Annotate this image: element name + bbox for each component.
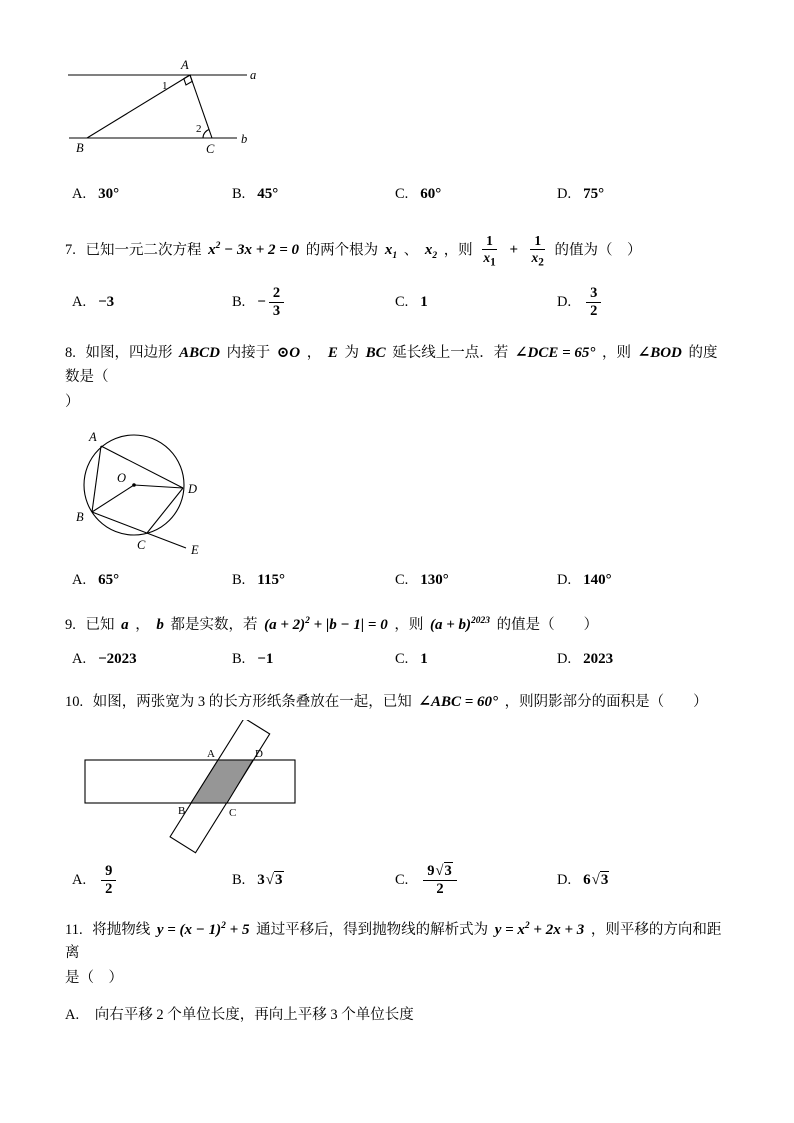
q8-option-d: [557, 572, 730, 589]
math-a: a: [121, 617, 129, 634]
question-number: 11.: [65, 921, 83, 938]
question-9: [65, 613, 730, 637]
point-label-E: E: [191, 543, 199, 558]
question-11-wrap-line: [65, 967, 730, 990]
vertex-label-B: B: [76, 510, 84, 525]
q10-option-a: [72, 863, 232, 897]
vertex-label-C: C: [137, 538, 146, 553]
question-text: 是（ ）: [65, 970, 123, 987]
option-text: 向右平移 2 个单位长度，再向上平移 3 个单位长度: [94, 1007, 414, 1024]
question-text: ，则: [602, 345, 632, 362]
option-key: D.: [557, 572, 572, 589]
option-value: 140°: [583, 572, 612, 589]
angle-2-arc: [203, 130, 209, 139]
option-key: B.: [232, 572, 246, 589]
option-key: C.: [395, 871, 409, 888]
angle-label-2: 2: [196, 123, 202, 135]
option-key: C.: [395, 186, 409, 202]
question-text: 都是实数，若: [170, 617, 258, 634]
question-text: 的值为（ ）: [554, 242, 642, 259]
question-text: ，则: [394, 617, 424, 634]
q6-option-d: [557, 186, 730, 203]
math-angle-BOD: ∠BOD: [637, 345, 682, 362]
option-value: 3 √ 3: [257, 871, 283, 889]
q7-option-a: [72, 294, 232, 311]
line-label-b: b: [241, 132, 248, 146]
q7-options-row: [72, 285, 730, 319]
separator: 、: [403, 242, 419, 259]
option-value: 130°: [420, 572, 449, 589]
question-text: ，则: [443, 242, 473, 259]
option-value: [98, 863, 119, 897]
fraction-9-over-2: $\frac{9}{2}$: [101, 863, 116, 897]
fraction-2-over-3: $\frac{2}{3}$: [269, 285, 284, 319]
q6-option-c: [395, 186, 557, 203]
chord-AD: [101, 446, 183, 488]
figure-q8-inscribed-quadrilateral: [71, 422, 231, 558]
q6-options-row: [72, 186, 730, 203]
question-8: [65, 341, 730, 388]
math-equation: $(a + 2)^2 + |b - 1| = 0$: [264, 616, 388, 634]
option-key: A.: [65, 1007, 80, 1024]
option-key: A.: [72, 293, 87, 310]
option-key: B.: [232, 871, 246, 888]
q9-option-d: [557, 651, 730, 668]
q10-option-d: [557, 871, 730, 889]
question-7: [65, 233, 730, 269]
option-key: B.: [232, 186, 246, 202]
option-key: A.: [72, 572, 87, 589]
q7-option-d: [557, 285, 730, 319]
q8-options-row: [72, 572, 730, 589]
option-value: −3: [98, 293, 115, 310]
option-key: C.: [395, 293, 409, 310]
question-text: ，: [135, 617, 150, 634]
shaded-parallelogram: [191, 760, 253, 803]
math-ABCD: ABCD: [179, 345, 220, 362]
q9-options-row: [72, 651, 730, 668]
math-x2: $x_2$: [424, 242, 438, 262]
option-value: [583, 285, 604, 319]
math-angle-DCE: ∠DCE = 65°: [514, 345, 596, 362]
vertex-label-A: A: [207, 748, 215, 761]
option-key: D.: [557, 186, 572, 202]
sqrt-3: √ 3: [435, 863, 452, 880]
fraction-3-over-2: $\frac{3}{2}$: [586, 285, 601, 319]
math-fraction-1-over-x2: $\frac{1}{x_2}$: [531, 233, 544, 269]
vertex-label-B: B: [178, 805, 186, 818]
question-text: 的度数是（: [65, 345, 718, 385]
question-text: 的两个根为: [305, 242, 379, 259]
q7-option-b: [232, 285, 395, 319]
question-text: 内接于: [226, 345, 271, 362]
option-value: 75°: [583, 186, 605, 202]
q10-option-c: [395, 862, 557, 897]
question-8-wrap-line: [65, 391, 730, 414]
question-number: 7.: [65, 242, 76, 259]
math-plus: +: [509, 242, 518, 259]
option-key: D.: [557, 871, 572, 888]
figure-q6-parallel-lines: [65, 58, 260, 158]
q10-options-row: [72, 862, 730, 897]
q10-option-b: [232, 871, 395, 889]
question-text: 延长线上一点．若: [392, 345, 509, 362]
option-key: C.: [395, 651, 409, 668]
fraction-9sqrt3-over-2: 9 √ 3 2: [423, 862, 456, 897]
angle-label-1: 1: [162, 80, 168, 92]
vertex-label-C: C: [206, 142, 215, 156]
option-key: C.: [395, 572, 409, 589]
q9-option-a: [72, 651, 232, 668]
option-value: 6 √ 3: [583, 871, 609, 889]
horizontal-strip: [85, 760, 295, 803]
vertex-label-D: D: [255, 748, 263, 761]
option-value: 65°: [98, 572, 120, 589]
radius-OD: [134, 485, 183, 488]
q11-option-a: [65, 1004, 730, 1027]
vertex-label-C: C: [229, 807, 237, 820]
option-value: −2023: [98, 651, 137, 668]
q9-option-b: [232, 651, 395, 668]
math-circle-O: ⊙O: [276, 345, 301, 362]
q8-option-a: [72, 572, 232, 589]
q8-option-c: [395, 572, 557, 589]
question-text: 通过平移后，得到抛物线的解析式为: [256, 921, 489, 938]
option-key: B.: [232, 293, 246, 310]
option-value: 115°: [257, 572, 285, 589]
option-value: 45°: [257, 186, 279, 202]
question-text: 如图，两张宽为 3 的长方形纸条叠放在一起，已知: [92, 694, 412, 711]
question-text: 的值是（ ）: [496, 617, 599, 634]
option-key: A.: [72, 186, 87, 202]
option-value: 2023: [583, 651, 614, 668]
q7-option-c: [395, 294, 557, 311]
math-E: E: [327, 345, 338, 362]
question-text: ，则平移的方向和距离: [65, 921, 722, 961]
sqrt-3: √ 3: [265, 872, 283, 889]
math-b: b: [156, 617, 164, 634]
sqrt-3: √ 3: [591, 872, 609, 889]
minus-sign: −: [257, 293, 266, 310]
option-value: [420, 862, 459, 897]
option-value: 30°: [98, 186, 120, 202]
vertex-label-A: A: [181, 58, 189, 72]
option-value: −1: [257, 651, 274, 668]
question-text: 将抛物线: [92, 921, 151, 938]
math-parabola-2: $y = x^2 + 2x + 3$: [494, 920, 585, 938]
radius-OB: [92, 485, 134, 512]
option-value: 1: [420, 651, 428, 668]
question-text: ，: [306, 345, 322, 362]
question-10: [65, 690, 730, 714]
vertex-label-B: B: [76, 141, 84, 155]
option-key: A.: [72, 651, 87, 668]
option-key: B.: [232, 651, 246, 668]
vertex-label-A: A: [89, 430, 97, 445]
math-parabola-1: $y = (x - 1)^2 + 5$: [156, 920, 250, 938]
line-label-a: a: [250, 68, 257, 82]
math-fraction-1-over-x1: $\frac{1}{x_1}$: [483, 233, 496, 269]
question-text: 如图，四边形: [85, 345, 173, 362]
q9-option-c: [395, 651, 557, 668]
option-key: D.: [557, 293, 572, 310]
math-BC: BC: [365, 345, 386, 362]
q6-option-b: [232, 186, 395, 203]
q8-option-b: [232, 572, 395, 589]
option-key: A.: [72, 871, 87, 888]
option-value: 60°: [420, 186, 442, 202]
right-angle-mark: [184, 75, 192, 85]
q6-option-a: [72, 186, 232, 203]
math-power-2023: $(a + b)^{2023}$: [429, 616, 491, 634]
vertex-label-D: D: [188, 482, 198, 497]
question-number: 8.: [65, 345, 76, 362]
question-text: 已知一元二次方程: [85, 242, 202, 259]
figure-q10-paper-strips: [77, 720, 307, 858]
center-label-O: O: [117, 471, 127, 486]
math-angle-ABC: ∠ABC = 60°: [418, 694, 499, 711]
option-value: 1: [420, 293, 428, 310]
question-number: 10.: [65, 694, 84, 711]
segment-ab-side: [87, 75, 190, 138]
option-value: [257, 285, 287, 319]
math-x1: $x_1$: [384, 242, 398, 262]
question-number: 9.: [65, 617, 76, 634]
question-text: ，则阴影部分的面积是（ ）: [504, 694, 708, 711]
question-text: 为: [344, 345, 360, 362]
math-quadratic-equation: $x^2 - 3x + 2 = 0$: [208, 241, 300, 259]
question-text: 已知: [85, 617, 115, 634]
question-11: [65, 918, 730, 965]
option-key: D.: [557, 651, 572, 668]
closing-paren: ）: [65, 393, 80, 410]
